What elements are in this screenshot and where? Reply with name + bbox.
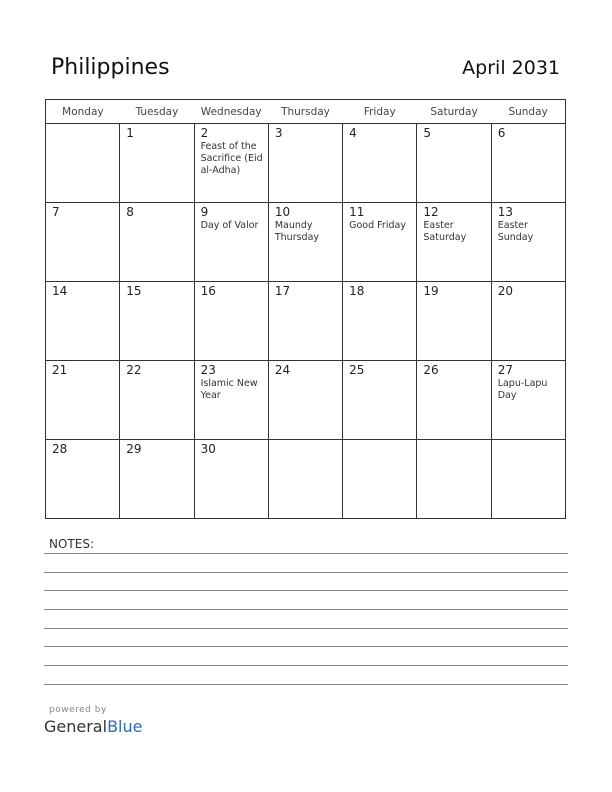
- brand-part-general: General: [44, 717, 108, 736]
- day-cell: [343, 124, 417, 203]
- notes-label: NOTES:: [49, 537, 94, 551]
- day-number: 23: [200, 363, 216, 377]
- day-cell: [46, 440, 120, 519]
- day-cell: [417, 361, 491, 440]
- day-cell: [46, 361, 120, 440]
- day-cell: [194, 440, 268, 519]
- day-cell: [491, 282, 565, 361]
- day-cell: [343, 361, 417, 440]
- week-row: [46, 124, 566, 203]
- day-cell: [491, 124, 565, 203]
- day-cell: [417, 124, 491, 203]
- day-cell: [417, 203, 491, 282]
- powered-by-text: powered by: [49, 705, 107, 715]
- note-line: [44, 628, 568, 629]
- holiday-label: Easter Saturday: [423, 220, 467, 243]
- day-cell: [120, 124, 194, 203]
- day-number: 3: [274, 126, 283, 140]
- day-number: 15: [126, 284, 142, 298]
- day-number: 18: [349, 284, 365, 298]
- weekday-header: Friday: [343, 100, 417, 124]
- day-number: 12: [423, 205, 439, 219]
- weekday-header: Saturday: [417, 100, 491, 124]
- day-cell: [46, 203, 120, 282]
- holiday-label: Day of Valor: [200, 220, 259, 231]
- day-cell: [46, 282, 120, 361]
- day-number: 7: [52, 205, 60, 219]
- day-cell: [120, 361, 194, 440]
- day-number: 10: [274, 205, 291, 219]
- holiday-label: Good Friday: [349, 220, 406, 231]
- day-number: 11: [349, 205, 365, 219]
- day-cell: [491, 440, 565, 519]
- weekday-header: Monday: [46, 100, 120, 124]
- day-number: 2: [200, 126, 209, 140]
- day-cell: [268, 203, 342, 282]
- day-cell: [343, 282, 417, 361]
- weekday-header: Thursday: [268, 100, 342, 124]
- day-number: 30: [200, 442, 216, 456]
- holiday-label: Lapu-Lapu Day: [497, 378, 548, 401]
- day-number: 19: [423, 284, 439, 298]
- holiday-label: Maundy Thursday: [274, 220, 320, 243]
- day-number: 14: [52, 284, 68, 298]
- day-cell: [194, 203, 268, 282]
- weekday-header: Wednesday: [194, 100, 268, 124]
- note-line: [44, 646, 568, 647]
- day-cell: [120, 282, 194, 361]
- day-number: 13: [497, 205, 513, 219]
- day-number: 6: [497, 126, 506, 140]
- day-number: 29: [126, 442, 142, 456]
- note-line: [44, 590, 568, 591]
- weekday-header: Tuesday: [120, 100, 194, 124]
- day-cell: [268, 282, 342, 361]
- weekday-header: Sunday: [491, 100, 565, 124]
- day-cell: [194, 282, 268, 361]
- day-number: 16: [200, 284, 216, 298]
- day-number: 1: [126, 126, 134, 140]
- day-cell: [491, 361, 565, 440]
- day-number: 5: [423, 126, 432, 140]
- day-number: 9: [200, 205, 209, 219]
- day-number: 27: [497, 363, 513, 377]
- day-cell: [268, 361, 342, 440]
- holiday-label: Feast of the Sacrifice (Eid al-Adha): [200, 141, 263, 176]
- day-number: 17: [274, 284, 291, 298]
- note-line: [44, 665, 568, 666]
- day-number: 21: [52, 363, 68, 377]
- day-cell: [343, 203, 417, 282]
- note-line: [44, 553, 568, 554]
- day-cell: [343, 440, 417, 519]
- day-cell: [120, 440, 194, 519]
- day-cell: [417, 440, 491, 519]
- note-line: [44, 684, 568, 685]
- day-cell: [120, 203, 194, 282]
- day-number: 20: [497, 284, 513, 298]
- calendar-grid: [45, 99, 566, 519]
- brand-part-blue: Blue: [107, 717, 143, 736]
- week-row: [46, 203, 566, 282]
- month-title: April 2031: [462, 57, 560, 79]
- weekday-header-row: [46, 100, 566, 124]
- day-cell: [491, 203, 565, 282]
- note-line: [44, 572, 568, 573]
- day-cell: [194, 124, 268, 203]
- day-number: 24: [274, 363, 291, 377]
- day-number: 26: [423, 363, 439, 377]
- day-number: 4: [349, 126, 357, 140]
- week-row: [46, 440, 566, 519]
- day-cell: [417, 282, 491, 361]
- brand-logo: [44, 717, 142, 736]
- week-row: [46, 361, 566, 440]
- holiday-label: Islamic New Year: [200, 378, 258, 401]
- week-row: [46, 282, 566, 361]
- day-number: 22: [126, 363, 142, 377]
- day-cell: [268, 124, 342, 203]
- day-number: 28: [52, 442, 68, 456]
- day-number: 8: [126, 205, 134, 219]
- holiday-label: Easter Sunday: [497, 220, 534, 243]
- day-number: 25: [349, 363, 365, 377]
- note-line: [44, 609, 568, 610]
- country-title: Philippines: [51, 55, 170, 80]
- day-cell: [194, 361, 268, 440]
- day-cell: [268, 440, 342, 519]
- day-cell: [46, 124, 120, 203]
